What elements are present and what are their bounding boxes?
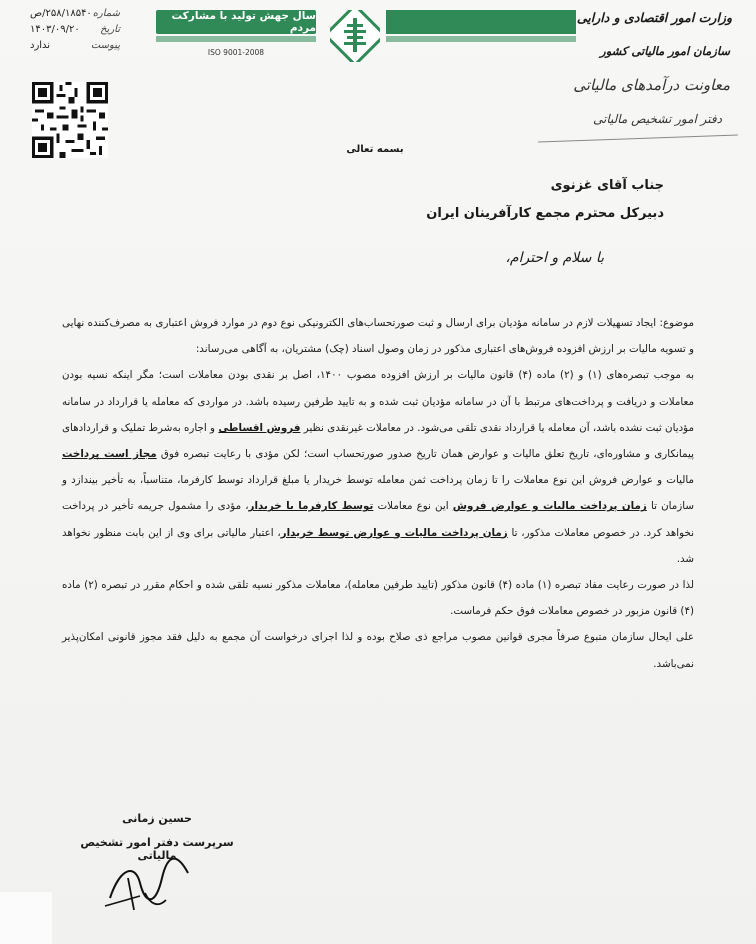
scan-corner [0,892,52,944]
underlined-by-employer: توسط کارفرما یا خریدار [248,500,374,513]
handwritten-signature-icon [100,838,200,918]
iso-label: ISO 9001-2008 [207,48,265,57]
deputy-handwritten: معاونت درآمدهای مالیاتی [573,76,730,94]
tax-organization-emblem-icon [330,10,380,62]
signer-name: حسین زمانی [122,812,192,825]
meta-date: تاریخ ۱۴۰۳/۰۹/۲۰ [30,24,120,35]
banner-stripe [156,36,316,42]
slogan-banner: سال جهش تولید با مشارکت مردم [156,10,316,34]
meta-number: شماره ۲۵۸/۱۸۵۴۰/ص [30,8,120,19]
recipient-name: جناب آقای غزنوی [550,178,664,193]
greeting: با سلام و احترام، [505,250,604,266]
letter-body [62,310,694,677]
underlined-allowed: مجاز است پرداخت [62,448,157,461]
meta-attachment: پیوست ندارد [30,40,120,51]
ministry-name: وزارت امور اقتصادی و دارایی [576,10,732,25]
recipient-title: دبیرکل محترم مجمع کارآفرینان ایران [426,206,664,221]
paragraph-conclusion: لذا در صورت رعایت مفاد تبصره (۱) ماده (۴) قانون مذکور (تایید طرفین معامله)، معاملات مذکور نسیه تلقی شده و احکام مقرر در تبصره (۲) ماده (۴) قانون مزبور در خصوص معاملات فوق حکم فرماست. [62,579,694,618]
underlined-by-buyer: زمان پرداخت مالیات و عوارض توسط خریدار [280,526,508,539]
bismillah: بسمه تعالی [346,144,404,155]
paragraph-subject: موضوع: ایجاد تسهیلات لازم در سامانه مؤدیان برای ارسال و ثبت صورتحساب‌های الکترونیکی نوع دوم در موارد فروش اعتباری به مصرف‌کننده نهایی و تسویه مالیات بر ارزش افزوده فروش‌های اعتباری مذکور در زمان وصول اسناد (چک) مشتریان، به آگاهی می‌رساند: [62,317,694,356]
organization-name: سازمان امور مالیاتی کشور [600,44,730,58]
handwritten-underline [538,135,738,143]
underlined-payment-time: زمان پرداخت مالیات و عوارض فروش [452,500,647,513]
qr-code-icon [32,82,108,158]
signer-title: سرپرست دفتر امور تشخیص مالیاتی [80,836,234,862]
paragraph-closing: علی ایحال سازمان متبوع صرفاً مجری قوانین مصوب مراجع ذی صلاح بوده و لذا اجرای درخواست آن مجمع به دلیل فقد مجوز قانونی امکان‌پذیر نمی‌باشد. [62,631,694,670]
paragraph-law: به موجب تبصره‌های (۱) و (۲) ماده (۴) قانون مالیات بر ارزش افزوده مصوب ۱۴۰۰، اصل بر نقدی بودن معاملات است؛ مگر اینکه نسیه بودن معاملات و دریافت و پرداخت‌های مرتبط با آن در سامانه مؤدیان ثبت شده و به تایید طرفین رسیده باشد. در مواردی که معامله یا قرارداد در سامانه مؤدیان ثبت نشده باشد، آن معامله یا قرارداد نقدی تلقی می‌شود. در معاملات غیرنقدی نظیر فروش اقساطی و اجاره به‌شرط تملیک و قراردادهای پیمانکاری و مشاوره‌ای، تاریخ تعلق مالیات و عوارض همان تاریخ صدور صورتحساب است؛ لکن مؤدی با رعایت تبصره فوق مجاز است پرداخت مالیات و عوارض فروش این نوع معاملات را تا زمان پرداخت ثمن معامله توسط خریدار یا مبلغ قرارداد توسط کارفرما، متناسباً، به تأخیر بیندازد و سازمان تا زمان پرداخت مالیات و عوارض فروش این نوع معاملات توسط کارفرما یا خریدار، مؤدی را مشمول جریمه تأخیر در پرداخت نخواهد کرد. در خصوص معاملات مذکور، تا زمان پرداخت مالیات و عوارض توسط خریدار، اعتبار مالیاتی برای وی از این بابت منظور نخواهد شد. [62,369,695,565]
header-band-stripe [386,36,576,42]
office-handwritten: دفتر امور تشخیص مالیاتی [593,112,722,126]
letter-meta [30,6,120,54]
underlined-installment: فروش اقساطی [218,421,301,434]
